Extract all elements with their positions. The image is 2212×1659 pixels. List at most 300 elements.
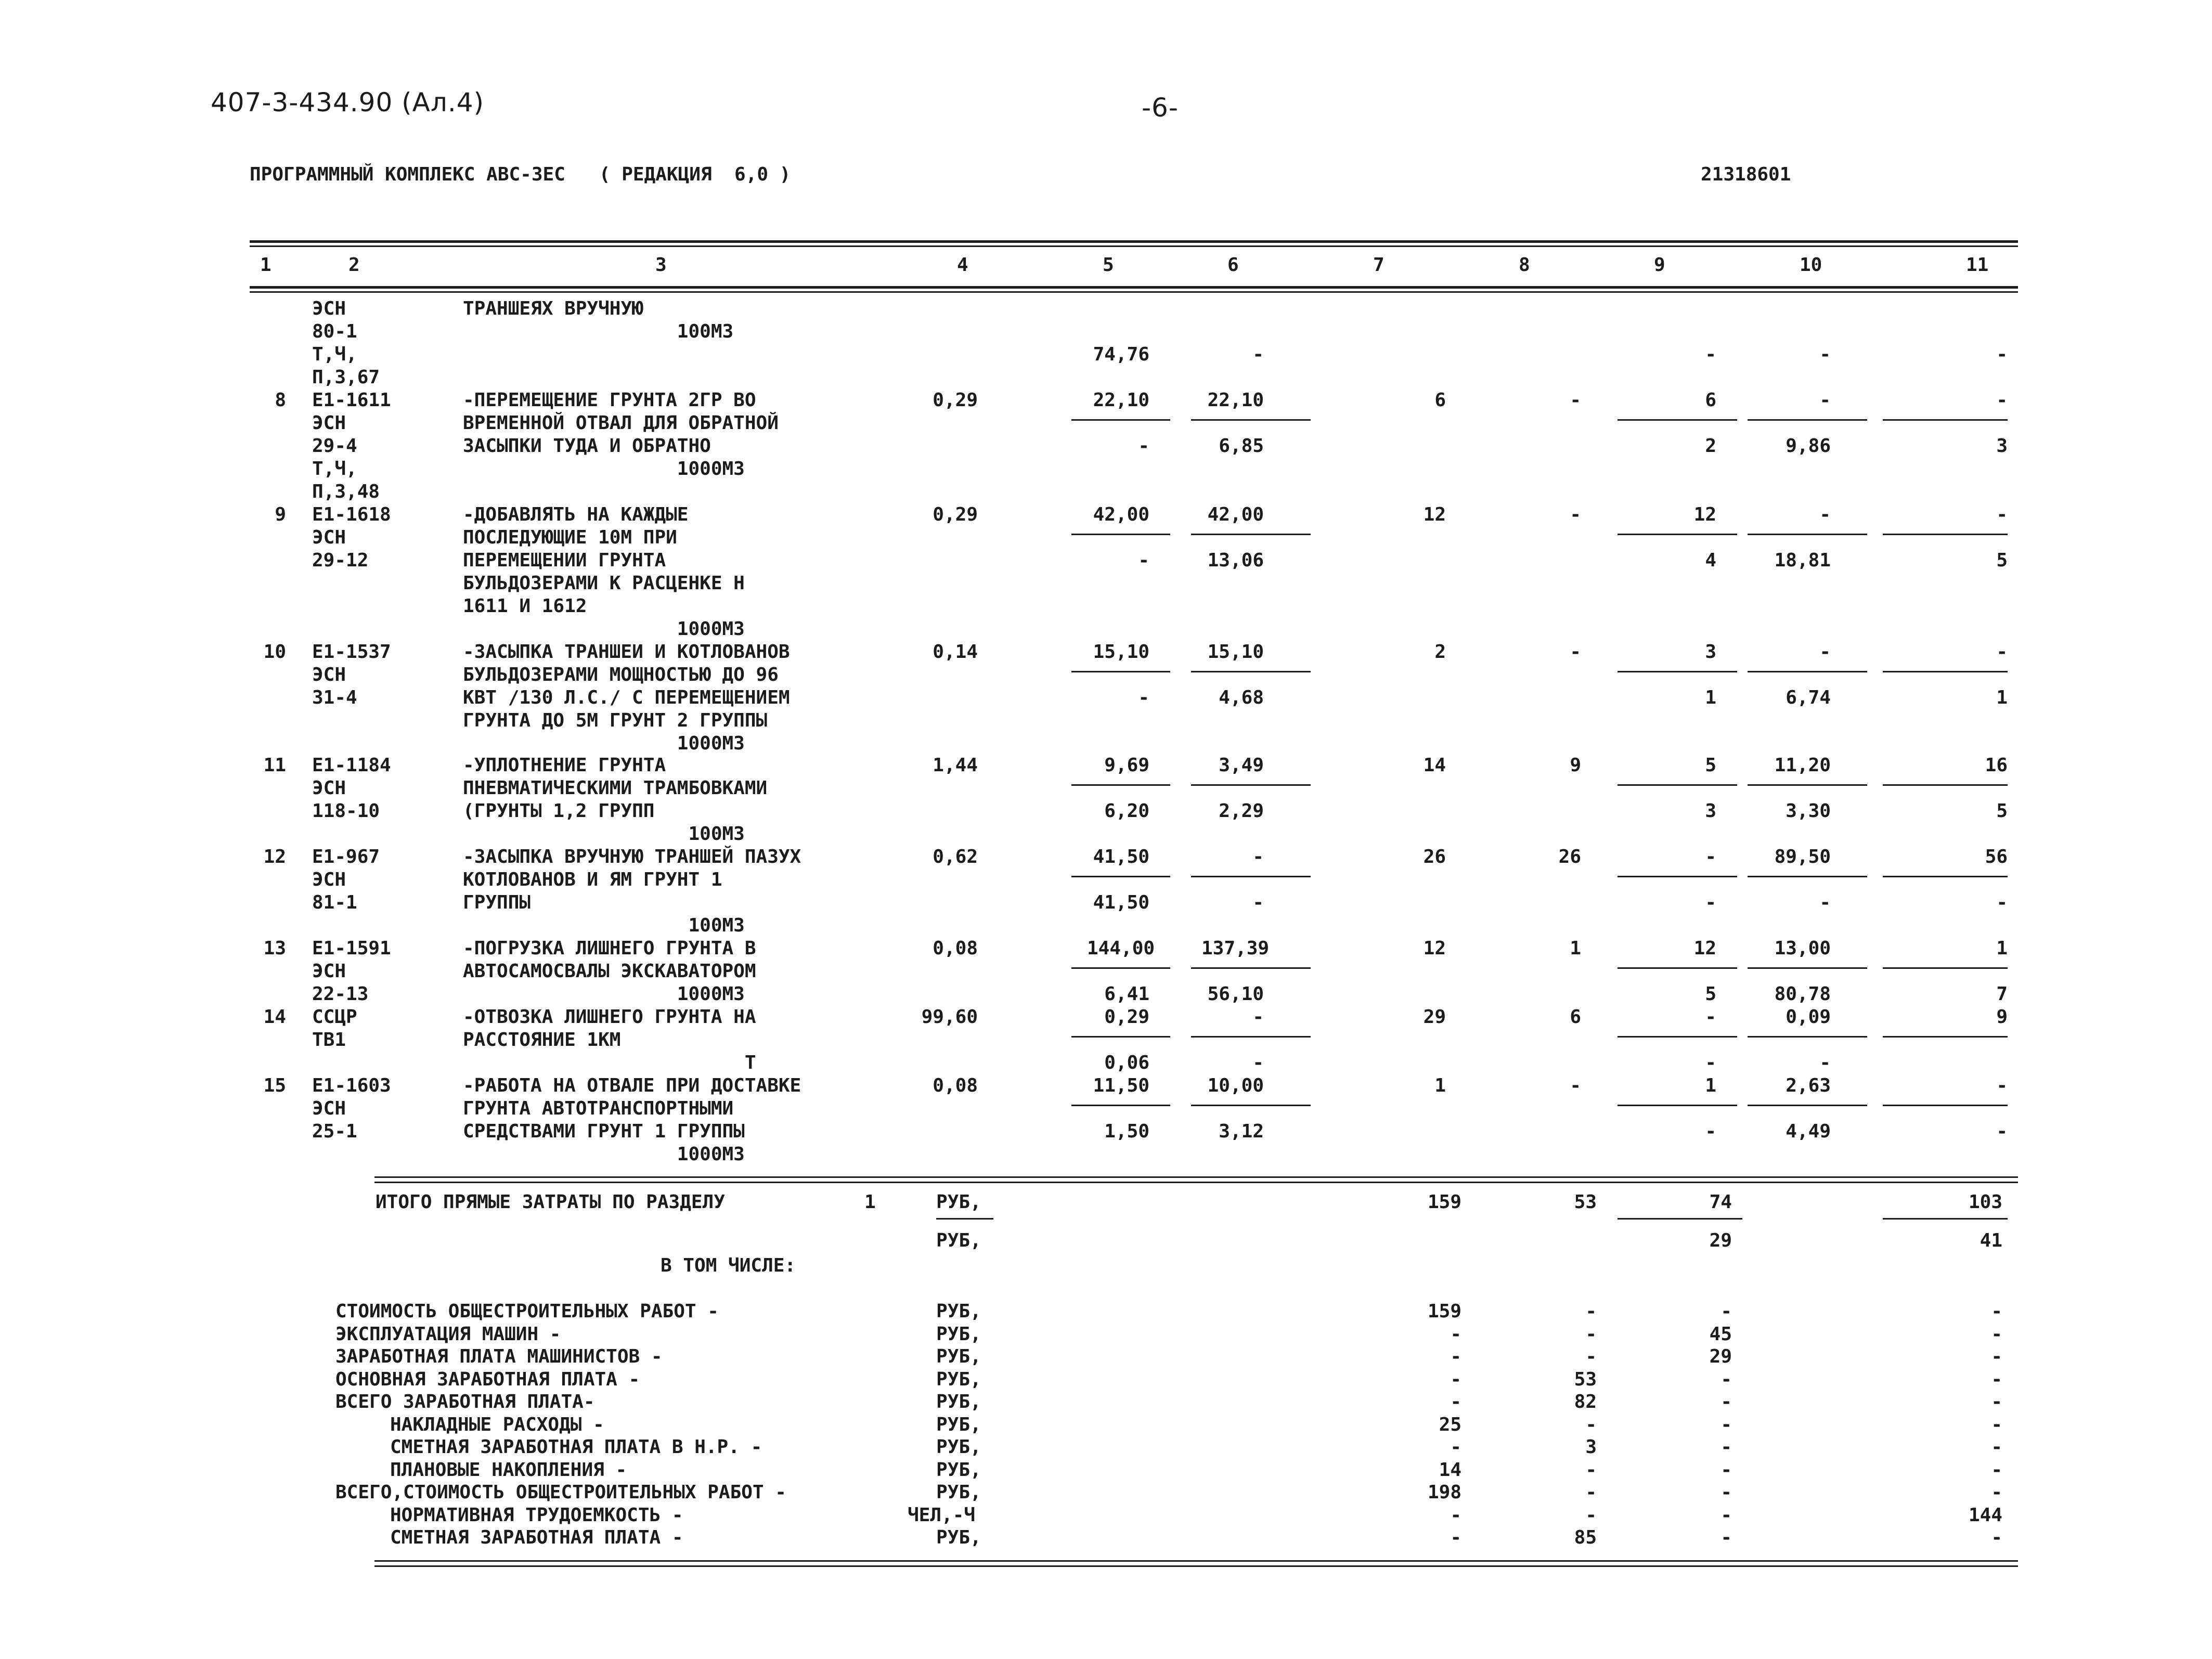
cell-c7: 12 bbox=[1423, 938, 1446, 959]
summary-c11: 144 bbox=[1968, 1504, 2002, 1526]
row-description: ПНЕВМАТИЧЕСКИМИ ТРАМБОВКАМИ bbox=[463, 777, 768, 799]
totals-col9-b: 29 bbox=[1709, 1230, 1732, 1251]
cell-divider bbox=[1191, 1036, 1311, 1038]
summary-c11: - bbox=[1991, 1482, 2002, 1503]
cell-c5: 0,29 bbox=[1104, 1006, 1149, 1028]
code-right: 21318601 bbox=[1701, 164, 1791, 185]
row-code: 29-4 bbox=[312, 435, 357, 457]
row-code: Е1-967 bbox=[312, 846, 380, 867]
summary-c11: - bbox=[1991, 1346, 2002, 1367]
totals-col9: 74 bbox=[1709, 1191, 1732, 1213]
cell-divider bbox=[1071, 784, 1170, 786]
cell-divider bbox=[1071, 967, 1170, 969]
cell-divider bbox=[1071, 534, 1170, 535]
cell-divider bbox=[1191, 534, 1311, 535]
summary-c8: - bbox=[1585, 1504, 1597, 1526]
cell-c9: 3 bbox=[1705, 641, 1716, 663]
row-code: ЭСН bbox=[312, 1098, 346, 1119]
cell-c8: 9 bbox=[1570, 755, 1581, 776]
row-description: 1000М3 bbox=[463, 983, 745, 1005]
cell-c5: - bbox=[1138, 687, 1149, 708]
cell-c11: 7 bbox=[1996, 983, 2008, 1005]
cell-c8: - bbox=[1570, 641, 1581, 663]
cell-c6: 15,10 bbox=[1207, 641, 1264, 663]
column-header-3: 3 bbox=[655, 254, 667, 276]
cell-c11: - bbox=[1996, 504, 2008, 525]
row-description: БУЛЬДОЗЕРАМИ К РАСЦЕНКЕ Н bbox=[463, 573, 745, 594]
cell-divider bbox=[1748, 967, 1867, 969]
cell-divider bbox=[1883, 671, 2008, 672]
cell-c4: 1,44 bbox=[933, 755, 978, 776]
cell-c4: 0,29 bbox=[933, 390, 978, 411]
row-code: ЭСН bbox=[312, 412, 346, 434]
cell-c9: 2 bbox=[1705, 435, 1716, 457]
row-description: -ПОГРУЗКА ЛИШНЕГО ГРУНТА В bbox=[463, 938, 756, 959]
cell-divider bbox=[1071, 671, 1170, 672]
cell-c4: 0,08 bbox=[933, 1075, 978, 1096]
table-top-rule bbox=[250, 240, 2018, 243]
row-code: Е1-1611 bbox=[312, 390, 391, 411]
column-header-1: 1 bbox=[260, 254, 271, 276]
summary-label: СМЕТНАЯ ЗАРАБОТНАЯ ПЛАТА В Н.Р. - bbox=[390, 1436, 762, 1458]
cell-c6: 3,49 bbox=[1219, 755, 1264, 776]
summary-c8: 53 bbox=[1574, 1368, 1597, 1390]
cell-divider bbox=[1618, 1036, 1737, 1038]
cell-c6: 22,10 bbox=[1207, 390, 1264, 411]
cell-c11: - bbox=[1996, 641, 2008, 663]
row-code: П,3,67 bbox=[312, 367, 380, 388]
row-number: 9 bbox=[275, 504, 286, 525]
cell-c5: 42,00 bbox=[1093, 504, 1149, 525]
cell-c7: 2 bbox=[1434, 641, 1446, 663]
cell-c5: 6,41 bbox=[1104, 983, 1149, 1005]
cell-divider bbox=[1883, 534, 2008, 535]
summary-c7: - bbox=[1450, 1436, 1461, 1458]
summary-c8: - bbox=[1585, 1323, 1597, 1345]
summary-c7: 25 bbox=[1439, 1414, 1461, 1435]
cell-c10: 18,81 bbox=[1774, 550, 1831, 571]
row-number: 13 bbox=[263, 938, 286, 959]
cell-c8: 6 bbox=[1570, 1006, 1581, 1028]
cell-c6: - bbox=[1252, 892, 1264, 913]
cell-divider bbox=[1618, 1105, 1737, 1106]
totals-col9-rule bbox=[1618, 1218, 1742, 1220]
cell-c7: 6 bbox=[1434, 390, 1446, 411]
doc-code: 407-3-434.90 (Ал.4) bbox=[211, 87, 485, 118]
cell-c9: - bbox=[1705, 892, 1716, 913]
summary-label: СТОИМОСТЬ ОБЩЕСТРОИТЕЛЬНЫХ РАБОТ - bbox=[335, 1301, 719, 1322]
cell-divider bbox=[1191, 671, 1311, 672]
totals-top-rule-thin bbox=[374, 1182, 2018, 1183]
cell-divider bbox=[1748, 1036, 1867, 1038]
column-header-row bbox=[250, 254, 2018, 277]
row-code: 81-1 bbox=[312, 892, 357, 913]
cell-c6: - bbox=[1252, 344, 1264, 365]
row-code: 25-1 bbox=[312, 1121, 357, 1142]
summary-c8: - bbox=[1585, 1482, 1597, 1503]
row-description: (ГРУНТЫ 1,2 ГРУПП bbox=[463, 800, 655, 822]
summary-c11: - bbox=[1991, 1368, 2002, 1390]
row-description: ТРАНШЕЯХ ВРУЧНУЮ bbox=[463, 298, 643, 319]
row-description: ПОСЛЕДУЮЩИЕ 10М ПРИ bbox=[463, 527, 677, 548]
cell-divider bbox=[1618, 967, 1737, 969]
row-code: ЭСН bbox=[312, 961, 346, 982]
cell-c9: 1 bbox=[1705, 1075, 1716, 1096]
summary-c8: - bbox=[1585, 1301, 1597, 1322]
cell-c4: 0,62 bbox=[933, 846, 978, 867]
cell-c10: - bbox=[1819, 504, 1831, 525]
row-code: Е1-1618 bbox=[312, 504, 391, 525]
summary-c8: 82 bbox=[1574, 1391, 1597, 1412]
cell-c10: 3,30 bbox=[1786, 800, 1831, 822]
cell-c9: - bbox=[1705, 846, 1716, 867]
cell-c9: 3 bbox=[1705, 800, 1716, 822]
cell-c8: - bbox=[1570, 390, 1581, 411]
cell-c5: 15,10 bbox=[1093, 641, 1149, 663]
cell-divider bbox=[1883, 876, 2008, 877]
cell-c11: 5 bbox=[1996, 550, 2008, 571]
row-code: П,3,48 bbox=[312, 481, 380, 502]
cell-c9: 5 bbox=[1705, 983, 1716, 1005]
cell-c10: - bbox=[1819, 641, 1831, 663]
row-code: 29-12 bbox=[312, 550, 369, 571]
row-number: 12 bbox=[263, 846, 286, 867]
row-description: -УПЛОТНЕНИЕ ГРУНТА bbox=[463, 755, 666, 776]
summary-c9: 29 bbox=[1709, 1346, 1732, 1367]
cell-divider bbox=[1071, 1036, 1170, 1038]
summary-label: ЗАРАБОТНАЯ ПЛАТА МАШИНИСТОВ - bbox=[335, 1346, 663, 1367]
cell-c5: - bbox=[1138, 435, 1149, 457]
cell-divider bbox=[1191, 967, 1311, 969]
cell-divider bbox=[1883, 419, 2008, 421]
row-code: ССЦР bbox=[312, 1006, 357, 1028]
cell-c11: 56 bbox=[1985, 846, 2008, 867]
table-top-rule-thin bbox=[250, 245, 2018, 247]
row-description: -ОТВОЗКА ЛИШНЕГО ГРУНТА НА bbox=[463, 1006, 756, 1028]
summary-c7: - bbox=[1450, 1504, 1461, 1526]
cell-c9: 1 bbox=[1705, 687, 1716, 708]
summary-label: НОРМАТИВНАЯ ТРУДОЕМКОСТЬ - bbox=[390, 1504, 683, 1526]
summary-c9: - bbox=[1721, 1482, 1732, 1503]
summary-label: СМЕТНАЯ ЗАРАБОТНАЯ ПЛАТА - bbox=[390, 1527, 683, 1548]
cell-divider bbox=[1883, 1036, 2008, 1038]
row-description: -ПЕРЕМЕЩЕНИЕ ГРУНТА 2ГР ВО bbox=[463, 390, 756, 411]
summary-unit: РУБ, bbox=[936, 1323, 981, 1345]
table-head-bottom-rule-thin bbox=[250, 291, 2018, 293]
row-description: РАССТОЯНИЕ 1КМ bbox=[463, 1029, 621, 1051]
summary-c7: - bbox=[1450, 1527, 1461, 1548]
row-code: 22-13 bbox=[312, 983, 369, 1005]
cell-c11: 9 bbox=[1996, 1006, 2008, 1028]
cell-divider bbox=[1618, 876, 1737, 877]
summary-unit: РУБ, bbox=[936, 1436, 981, 1458]
row-code: Т,Ч, bbox=[312, 458, 357, 479]
cell-divider bbox=[1883, 967, 2008, 969]
cell-c5: 11,50 bbox=[1093, 1075, 1149, 1096]
cell-c11: 1 bbox=[1996, 687, 2008, 708]
summary-unit: РУБ, bbox=[936, 1527, 981, 1548]
cell-c11: 5 bbox=[1996, 800, 2008, 822]
row-code: Е1-1537 bbox=[312, 641, 391, 663]
cell-c5: 74,76 bbox=[1093, 344, 1149, 365]
summary-label: ОСНОВНАЯ ЗАРАБОТНАЯ ПЛАТА - bbox=[335, 1368, 640, 1390]
row-description: -ЗАСЫПКА ТРАНШЕИ И КОТЛОВАНОВ bbox=[463, 641, 790, 663]
cell-c10: 89,50 bbox=[1774, 846, 1831, 867]
summary-c11: - bbox=[1991, 1414, 2002, 1435]
cell-c11: 1 bbox=[1996, 938, 2008, 959]
cell-c11: 16 bbox=[1985, 755, 2008, 776]
row-code: ТВ1 bbox=[312, 1029, 346, 1051]
cell-c7: 29 bbox=[1423, 1006, 1446, 1028]
cell-c11: - bbox=[1996, 1075, 2008, 1096]
summary-c11: - bbox=[1991, 1459, 2002, 1481]
row-number: 15 bbox=[263, 1075, 286, 1096]
summary-c9: - bbox=[1721, 1527, 1732, 1548]
bottom-rule-thin bbox=[374, 1565, 2018, 1567]
cell-divider bbox=[1883, 1105, 2008, 1106]
summary-unit: РУБ, bbox=[936, 1391, 981, 1412]
column-header-10: 10 bbox=[1800, 254, 1822, 276]
cell-c10: 2,63 bbox=[1786, 1075, 1831, 1096]
summary-c11: - bbox=[1991, 1527, 2002, 1548]
cell-divider bbox=[1071, 1105, 1170, 1106]
summary-c8: 85 bbox=[1574, 1527, 1597, 1548]
column-header-11: 11 bbox=[1966, 254, 1989, 276]
cell-c9: 12 bbox=[1693, 938, 1716, 959]
row-description: 100М3 bbox=[463, 915, 745, 936]
summary-label: ВСЕГО,СТОИМОСТЬ ОБЩЕСТРОИТЕЛЬНЫХ РАБОТ - bbox=[335, 1482, 786, 1503]
summary-c9: - bbox=[1721, 1301, 1732, 1322]
row-description: ВРЕМЕННОЙ ОТВАЛ ДЛЯ ОБРАТНОЙ bbox=[463, 412, 779, 434]
cell-c10: - bbox=[1819, 390, 1831, 411]
column-header-6: 6 bbox=[1227, 254, 1239, 276]
cell-divider bbox=[1748, 534, 1867, 535]
cell-divider bbox=[1748, 419, 1867, 421]
totals-top-rule bbox=[374, 1176, 2018, 1178]
summary-label: ВСЕГО ЗАРАБОТНАЯ ПЛАТА- bbox=[335, 1391, 595, 1412]
totals-col11: 103 bbox=[1968, 1191, 2002, 1213]
row-description: ЗАСЫПКИ ТУДА И ОБРАТНО bbox=[463, 435, 711, 457]
cell-c10: 6,74 bbox=[1786, 687, 1831, 708]
column-header-7: 7 bbox=[1373, 254, 1385, 276]
table-head-bottom-rule bbox=[250, 286, 2018, 289]
cell-divider bbox=[1618, 784, 1737, 786]
in-total-label: В ТОМ ЧИСЛЕ: bbox=[661, 1255, 796, 1276]
cell-c6: 137,39 bbox=[1201, 938, 1270, 959]
column-header-2: 2 bbox=[348, 254, 360, 276]
cell-c10: - bbox=[1819, 344, 1831, 365]
cell-c6: 42,00 bbox=[1207, 504, 1264, 525]
row-code: ЭСН bbox=[312, 869, 346, 890]
totals-unit-2: РУБ, bbox=[936, 1230, 981, 1251]
summary-unit: РУБ, bbox=[936, 1482, 981, 1503]
cell-c8: - bbox=[1570, 1075, 1581, 1096]
summary-label: ПЛАНОВЫЕ НАКОПЛЕНИЯ - bbox=[390, 1459, 627, 1481]
summary-c8: - bbox=[1585, 1414, 1597, 1435]
row-code: Е1-1603 bbox=[312, 1075, 391, 1096]
row-code: 118-10 bbox=[312, 800, 380, 822]
column-header-4: 4 bbox=[957, 254, 968, 276]
cell-c10: 9,86 bbox=[1786, 435, 1831, 457]
row-number: 11 bbox=[263, 755, 286, 776]
page-number: -6- bbox=[1142, 93, 1179, 123]
cell-c6: 56,10 bbox=[1207, 983, 1264, 1005]
row-description: 100М3 bbox=[463, 823, 745, 845]
summary-c11: - bbox=[1991, 1323, 2002, 1345]
summary-c9: - bbox=[1721, 1368, 1732, 1390]
cell-c10: - bbox=[1819, 1052, 1831, 1073]
summary-unit: РУБ, bbox=[936, 1368, 981, 1390]
summary-c11: - bbox=[1991, 1436, 2002, 1458]
totals-section-no: 1 bbox=[864, 1191, 876, 1213]
summary-c9: 45 bbox=[1709, 1323, 1732, 1345]
cell-c9: - bbox=[1705, 1006, 1716, 1028]
cell-divider bbox=[1191, 784, 1311, 786]
row-number: 14 bbox=[263, 1006, 286, 1028]
program-line: ПРОГРАММНЫЙ КОМПЛЕКС АВС-ЗЕС ( РЕДАКЦИЯ 6,0 ) bbox=[250, 164, 791, 185]
summary-c9: - bbox=[1721, 1459, 1732, 1481]
cell-c10: 11,20 bbox=[1774, 755, 1831, 776]
cell-c5: 41,50 bbox=[1093, 846, 1149, 867]
cell-c8: 26 bbox=[1558, 846, 1581, 867]
cell-c5: 144,00 bbox=[1087, 938, 1155, 959]
cell-c9: 12 bbox=[1693, 504, 1716, 525]
cell-c9: 6 bbox=[1705, 390, 1716, 411]
row-description: 1000М3 bbox=[463, 618, 745, 640]
summary-c8: - bbox=[1585, 1459, 1597, 1481]
summary-c7: - bbox=[1450, 1323, 1461, 1345]
row-description: 1000М3 bbox=[463, 733, 745, 754]
cell-c5: 1,50 bbox=[1104, 1121, 1149, 1142]
totals-unit: РУБ, bbox=[936, 1191, 981, 1213]
cell-divider bbox=[1618, 534, 1737, 535]
cell-c5: 0,06 bbox=[1104, 1052, 1149, 1073]
cell-divider bbox=[1748, 784, 1867, 786]
row-description: КОТЛОВАНОВ И ЯМ ГРУНТ 1 bbox=[463, 869, 722, 890]
row-code: Е1-1591 bbox=[312, 938, 391, 959]
row-description: ГРУППЫ bbox=[463, 892, 531, 913]
cell-c6: 4,68 bbox=[1219, 687, 1264, 708]
cell-c5: - bbox=[1138, 550, 1149, 571]
column-header-5: 5 bbox=[1103, 254, 1114, 276]
summary-c8: 3 bbox=[1585, 1436, 1597, 1458]
cell-c10: 4,49 bbox=[1786, 1121, 1831, 1142]
cell-c7: 1 bbox=[1434, 1075, 1446, 1096]
cell-c7: 26 bbox=[1423, 846, 1446, 867]
column-header-9: 9 bbox=[1654, 254, 1665, 276]
cell-c5: 41,50 bbox=[1093, 892, 1149, 913]
cell-c11: 3 bbox=[1996, 435, 2008, 457]
row-code: ЭСН bbox=[312, 664, 346, 685]
summary-unit: ЧЕЛ,-Ч bbox=[908, 1504, 976, 1526]
totals-unit-rule bbox=[936, 1218, 993, 1220]
cell-c4: 0,29 bbox=[933, 504, 978, 525]
cell-c6: 13,06 bbox=[1207, 550, 1264, 571]
row-description: -РАБОТА НА ОТВАЛЕ ПРИ ДОСТАВКЕ bbox=[463, 1075, 801, 1096]
row-description: БУЛЬДОЗЕРАМИ МОЩНОСТЬЮ ДО 96 bbox=[463, 664, 779, 685]
cell-divider bbox=[1191, 419, 1311, 421]
summary-unit: РУБ, bbox=[936, 1301, 981, 1322]
row-code: Т,Ч, bbox=[312, 344, 357, 365]
cell-c11: - bbox=[1996, 390, 2008, 411]
summary-c9: - bbox=[1721, 1414, 1732, 1435]
totals-col11-b: 41 bbox=[1980, 1230, 2002, 1251]
summary-c7: - bbox=[1450, 1391, 1461, 1412]
row-description: ГРУНТА ДО 5М ГРУНТ 2 ГРУППЫ bbox=[463, 710, 768, 731]
cell-c11: - bbox=[1996, 344, 2008, 365]
cell-c4: 0,08 bbox=[933, 938, 978, 959]
summary-label: НАКЛАДНЫЕ РАСХОДЫ - bbox=[390, 1414, 604, 1435]
cell-c6: 3,12 bbox=[1219, 1121, 1264, 1142]
cell-c5: 22,10 bbox=[1093, 390, 1149, 411]
row-code: ЭСН bbox=[312, 298, 346, 319]
row-description: Т bbox=[463, 1052, 756, 1073]
cell-c4: 99,60 bbox=[921, 1006, 978, 1028]
cell-divider bbox=[1191, 876, 1311, 877]
row-description: ГРУНТА АВТОТРАНСПОРТНЫМИ bbox=[463, 1098, 734, 1119]
summary-c7: 159 bbox=[1427, 1301, 1461, 1322]
cell-c10: 13,00 bbox=[1774, 938, 1831, 959]
summary-c11: - bbox=[1991, 1301, 2002, 1322]
cell-c9: - bbox=[1705, 1121, 1716, 1142]
summary-c7: - bbox=[1450, 1346, 1461, 1367]
row-code: 80-1 bbox=[312, 321, 357, 342]
summary-c11: - bbox=[1991, 1391, 2002, 1412]
cell-c11: - bbox=[1996, 892, 2008, 913]
cell-c6: - bbox=[1252, 1006, 1264, 1028]
summary-c7: 198 bbox=[1427, 1482, 1461, 1503]
cell-divider bbox=[1191, 1105, 1311, 1106]
cell-c9: 5 bbox=[1705, 755, 1716, 776]
cell-c10: 80,78 bbox=[1774, 983, 1831, 1005]
cell-c10: 0,09 bbox=[1786, 1006, 1831, 1028]
totals-col7: 159 bbox=[1427, 1191, 1461, 1213]
summary-c8: - bbox=[1585, 1346, 1597, 1367]
row-description: КВТ /130 Л.С./ С ПЕРЕМЕЩЕНИЕМ bbox=[463, 687, 790, 708]
row-code: 31-4 bbox=[312, 687, 357, 708]
cell-c9: 4 bbox=[1705, 550, 1716, 571]
row-code: ЭСН bbox=[312, 527, 346, 548]
cell-c7: 12 bbox=[1423, 504, 1446, 525]
summary-c9: - bbox=[1721, 1391, 1732, 1412]
summary-c9: - bbox=[1721, 1504, 1732, 1526]
row-description: 1611 И 1612 bbox=[463, 595, 587, 617]
cell-divider bbox=[1883, 784, 2008, 786]
summary-label: ЭКСПЛУАТАЦИЯ МАШИН - bbox=[335, 1323, 561, 1345]
cell-divider bbox=[1071, 419, 1170, 421]
row-description: -ЗАСЫПКА ВРУЧНУЮ ТРАНШЕЙ ПАЗУХ bbox=[463, 846, 801, 867]
cell-c6: - bbox=[1252, 1052, 1264, 1073]
summary-c7: 14 bbox=[1439, 1459, 1461, 1481]
cell-c9: - bbox=[1705, 1052, 1716, 1073]
summary-c7: - bbox=[1450, 1368, 1461, 1390]
row-description: СРЕДСТВАМИ ГРУНТ 1 ГРУППЫ bbox=[463, 1121, 745, 1142]
row-description: ПЕРЕМЕЩЕНИИ ГРУНТА bbox=[463, 550, 666, 571]
cell-divider bbox=[1748, 1105, 1867, 1106]
cell-c8: 1 bbox=[1570, 938, 1581, 959]
cell-c6: 10,00 bbox=[1207, 1075, 1264, 1096]
cell-c11: - bbox=[1996, 1121, 2008, 1142]
totals-col8: 53 bbox=[1574, 1191, 1597, 1213]
totals-title: ИТОГО ПРЯМЫЕ ЗАТРАТЫ ПО РАЗДЕЛУ bbox=[376, 1191, 725, 1213]
cell-divider bbox=[1071, 876, 1170, 877]
cell-c10: - bbox=[1819, 892, 1831, 913]
cell-divider bbox=[1618, 419, 1737, 421]
summary-unit: РУБ, bbox=[936, 1346, 981, 1367]
cell-c6: 6,85 bbox=[1219, 435, 1264, 457]
row-description: 1000М3 bbox=[463, 458, 745, 479]
row-description: АВТОСАМОСВАЛЫ ЭКСКАВАТОРОМ bbox=[463, 961, 756, 982]
